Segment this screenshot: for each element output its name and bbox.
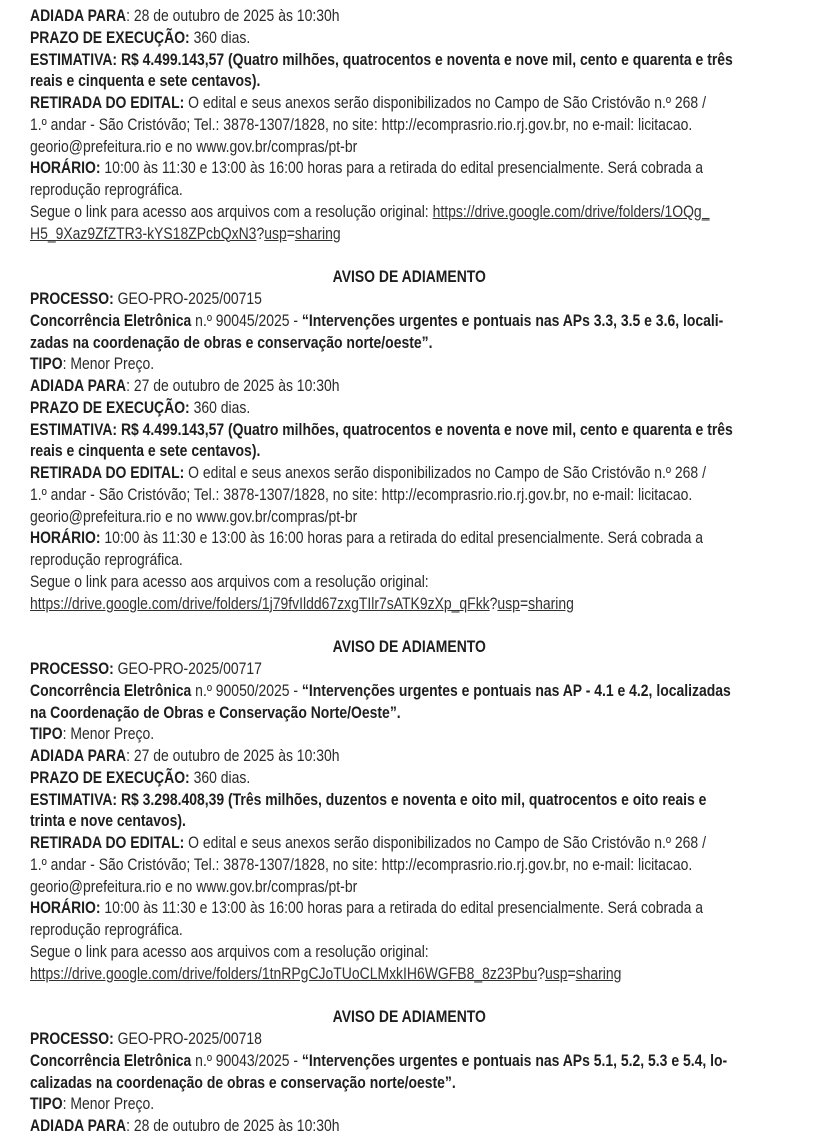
concorrencia-label: Concorrência Eletrônica <box>30 311 192 330</box>
horario-text: 10:00 às 11:30 e 13:00 às 16:00 horas para a retirada do edital presencialmente. Será cobrada a <box>100 159 704 178</box>
estimativa-label: ESTIMATIVA: <box>30 790 118 809</box>
adiada-value: : 28 de outubro de 2025 às 10:30h <box>126 7 340 25</box>
horario-line-2: reprodução reprográfica. <box>30 181 183 199</box>
link-intro: Segue o link para acesso aos arquivos com a resolução original: <box>30 202 429 221</box>
document-page <box>30 6 789 1138</box>
link-line <box>30 964 789 986</box>
estimativa-value: R$ 4.499.143,57 (Quatro milhões, quatrocentos e noventa e nove mil, cento e quarenta e três <box>117 50 733 69</box>
processo-value: GEO-PRO-2025/00715 <box>113 290 262 308</box>
objeto-line-2 <box>30 703 789 725</box>
adiada-value: : 28 de outubro de 2025 às 10:30h <box>126 1117 340 1135</box>
tipo-label: TIPO <box>30 1095 63 1114</box>
retirada-line-3: georio@prefeitura.rio e no www.gov.br/compras/pt-br <box>30 877 358 896</box>
estimativa-value-2: reais e cinquenta e sete centavos). <box>30 442 261 461</box>
link-intro: Segue o link para acesso aos arquivos com a resolução original: <box>30 942 429 961</box>
objeto-text: “Intervenções urgentes e pontuais nas AP - 4.1 e 4.2, localizadas <box>301 681 731 700</box>
horario-label: HORÁRIO: <box>30 529 101 548</box>
retirada-label: RETIRADA DO EDITAL: <box>30 464 185 482</box>
horario-line-2: reprodução reprográfica. <box>30 921 183 939</box>
prazo-value: 360 dias. <box>189 398 251 417</box>
horario-line-2: reprodução reprográfica. <box>30 551 183 569</box>
estimativa-value-2: trinta e nove centavos). <box>30 812 186 831</box>
adiada-label: ADIADA PARA <box>30 7 127 25</box>
drive-link[interactable]: https://drive.google.com/drive/folders/1j79fvIldd67zxgTIlr7sATK9zXp_qFkk <box>30 594 490 613</box>
objeto-text-2: na Coordenação de Obras e Conservação Norte/Oeste”. <box>30 703 401 722</box>
concorrencia-label: Concorrência Eletrônica <box>30 681 192 700</box>
link-query-mark: ? <box>537 964 545 983</box>
retirada-text: O edital e seus anexos serão disponibilizados no Campo de São Cristóvão n.º 268 / <box>184 834 706 852</box>
estimativa-line-2 <box>30 71 789 93</box>
objeto-line-2 <box>30 1073 789 1095</box>
estimativa-label: ESTIMATIVA: <box>30 50 118 69</box>
estimativa-value: R$ 4.499.143,57 (Quatro milhões, quatrocentos e noventa e nove mil, cento e quarenta e três <box>117 420 733 439</box>
retirada-line <box>30 833 789 855</box>
prazo-value: 360 dias. <box>189 768 251 787</box>
horario-line <box>30 528 789 550</box>
concorrencia-line <box>30 311 789 333</box>
tipo-line <box>30 724 789 746</box>
processo-line <box>30 289 789 311</box>
prazo-label: PRAZO DE EXECUÇÃO: <box>30 28 190 47</box>
drive-link-part-1[interactable]: https://drive.google.com/drive/folders/1OQg_ <box>432 202 710 221</box>
retirada-line <box>30 463 789 485</box>
link-query-mark: ? <box>489 594 498 613</box>
horario-label: HORÁRIO: <box>30 899 101 918</box>
retirada-line-3: georio@prefeitura.rio e no www.gov.br/compras/pt-br <box>30 137 358 156</box>
link-line <box>30 594 789 616</box>
link-usp[interactable]: usp <box>497 594 520 613</box>
link-usp[interactable]: usp <box>264 224 287 243</box>
adiada-label: ADIADA PARA <box>30 377 127 395</box>
tipo-value: : Menor Preço. <box>62 1095 155 1114</box>
horario-text: 10:00 às 11:30 e 13:00 às 16:00 horas para a retirada do edital presencialmente. Será cobrada a <box>100 529 704 548</box>
objeto-line-2 <box>30 333 789 355</box>
tipo-label: TIPO <box>30 725 63 744</box>
processo-label: PROCESSO: <box>30 1030 114 1048</box>
adiada-line <box>30 6 789 28</box>
estimativa-line <box>30 50 789 72</box>
adiada-line <box>30 1116 789 1138</box>
tipo-value: : Menor Preço. <box>62 355 155 374</box>
estimativa-value-2: reais e cinquenta e sete centavos). <box>30 72 261 91</box>
horario-text: 10:00 às 11:30 e 13:00 às 16:00 horas para a retirada do edital presencialmente. Será cobrada a <box>100 899 704 918</box>
tipo-line <box>30 354 789 376</box>
processo-value: GEO-PRO-2025/00717 <box>113 660 262 678</box>
retirada-line-2: 1.º andar - São Cristóvão; Tel.: 3878-1307/1828, no site: http://ecomprasrio.rio.rj.gov.br, no e-mail: licitacao. <box>30 115 693 134</box>
adiada-label: ADIADA PARA <box>30 1117 127 1135</box>
concorrencia-line <box>30 1051 789 1073</box>
adiada-label: ADIADA PARA <box>30 747 127 765</box>
objeto-text: “Intervenções urgentes e pontuais nas APs 3.3, 3.5 e 3.6, locali- <box>301 311 724 330</box>
processo-line <box>30 659 789 681</box>
horario-line <box>30 158 789 180</box>
tipo-label: TIPO <box>30 355 63 374</box>
objeto-text-2: calizadas na coordenação de obras e conservação norte/oeste”. <box>30 1073 456 1092</box>
link-intro: Segue o link para acesso aos arquivos com a resolução original: <box>30 572 429 591</box>
objeto-text-2: zadas na coordenação de obras e conservação norte/oeste”. <box>30 333 433 352</box>
retirada-text: O edital e seus anexos serão disponibilizados no Campo de São Cristóvão n.º 268 / <box>184 94 706 112</box>
adiada-line <box>30 376 789 398</box>
link-line-2 <box>30 224 789 246</box>
drive-link[interactable]: https://drive.google.com/drive/folders/1tnRPgCJoTUoCLMxkIH6WGFB8_8z23Pbu <box>30 964 538 983</box>
processo-value: GEO-PRO-2025/00718 <box>113 1030 262 1048</box>
retirada-label: RETIRADA DO EDITAL: <box>30 834 185 852</box>
estimativa-line-2 <box>30 441 789 463</box>
retirada-line-3: georio@prefeitura.rio e no www.gov.br/compras/pt-br <box>30 507 358 526</box>
prazo-line <box>30 768 789 790</box>
link-equals: = <box>286 224 295 243</box>
prazo-label: PRAZO DE EXECUÇÃO: <box>30 398 190 417</box>
concorrencia-number: n.º 90043/2025 - <box>191 1051 302 1070</box>
retirada-label: RETIRADA DO EDITAL: <box>30 94 185 112</box>
objeto-text: “Intervenções urgentes e pontuais nas APs 5.1, 5.2, 5.3 e 5.4, lo- <box>301 1051 728 1070</box>
link-equals: = <box>567 964 576 983</box>
retirada-line-2: 1.º andar - São Cristóvão; Tel.: 3878-1307/1828, no site: http://ecomprasrio.rio.rj.gov.br, no e-mail: licitacao. <box>30 485 693 504</box>
estimativa-line <box>30 790 789 812</box>
link-usp[interactable]: usp <box>544 964 568 983</box>
tipo-line <box>30 1094 789 1116</box>
concorrencia-label: Concorrência Eletrônica <box>30 1051 192 1070</box>
horario-line <box>30 898 789 920</box>
adiada-value: : 27 de outubro de 2025 às 10:30h <box>126 747 340 765</box>
link-sharing[interactable]: sharing <box>294 224 341 243</box>
prazo-value: 360 dias. <box>189 28 251 47</box>
processo-line <box>30 1029 789 1051</box>
prazo-label: PRAZO DE EXECUÇÃO: <box>30 768 190 787</box>
horario-label: HORÁRIO: <box>30 159 101 178</box>
estimativa-label: ESTIMATIVA: <box>30 420 118 439</box>
estimativa-line-2 <box>30 811 789 833</box>
tipo-value: : Menor Preço. <box>62 725 155 744</box>
adiada-value: : 27 de outubro de 2025 às 10:30h <box>126 377 340 395</box>
concorrencia-line <box>30 681 789 703</box>
link-query-mark: ? <box>256 224 265 243</box>
retirada-line <box>30 93 789 115</box>
estimativa-value: R$ 3.298.408,39 (Três milhões, duzentos e noventa e oito mil, quatrocentos e oito reais e <box>117 790 707 809</box>
drive-link-part-2[interactable]: H5_9Xaz9ZfZTR3-kYS18ZPcbQxN3 <box>30 224 257 243</box>
retirada-line-2: 1.º andar - São Cristóvão; Tel.: 3878-1307/1828, no site: http://ecomprasrio.rio.rj.gov.br, no e-mail: licitacao. <box>30 855 693 874</box>
retirada-text: O edital e seus anexos serão disponibilizados no Campo de São Cristóvão n.º 268 / <box>184 464 706 482</box>
link-sharing[interactable]: sharing <box>575 964 622 983</box>
prazo-line <box>30 28 789 50</box>
prazo-line <box>30 398 789 420</box>
processo-label: PROCESSO: <box>30 660 114 678</box>
notice-title: AVISO DE ADIAMENTO <box>332 1008 486 1027</box>
concorrencia-number: n.º 90045/2025 - <box>191 311 302 330</box>
link-line <box>30 202 789 224</box>
adiada-line <box>30 746 789 768</box>
processo-label: PROCESSO: <box>30 290 114 308</box>
link-sharing[interactable]: sharing <box>528 594 574 613</box>
concorrencia-number: n.º 90050/2025 - <box>191 681 302 700</box>
notice-title: AVISO DE ADIAMENTO <box>332 268 486 287</box>
notice-title: AVISO DE ADIAMENTO <box>332 638 486 657</box>
estimativa-line <box>30 420 789 442</box>
link-equals: = <box>519 594 529 613</box>
